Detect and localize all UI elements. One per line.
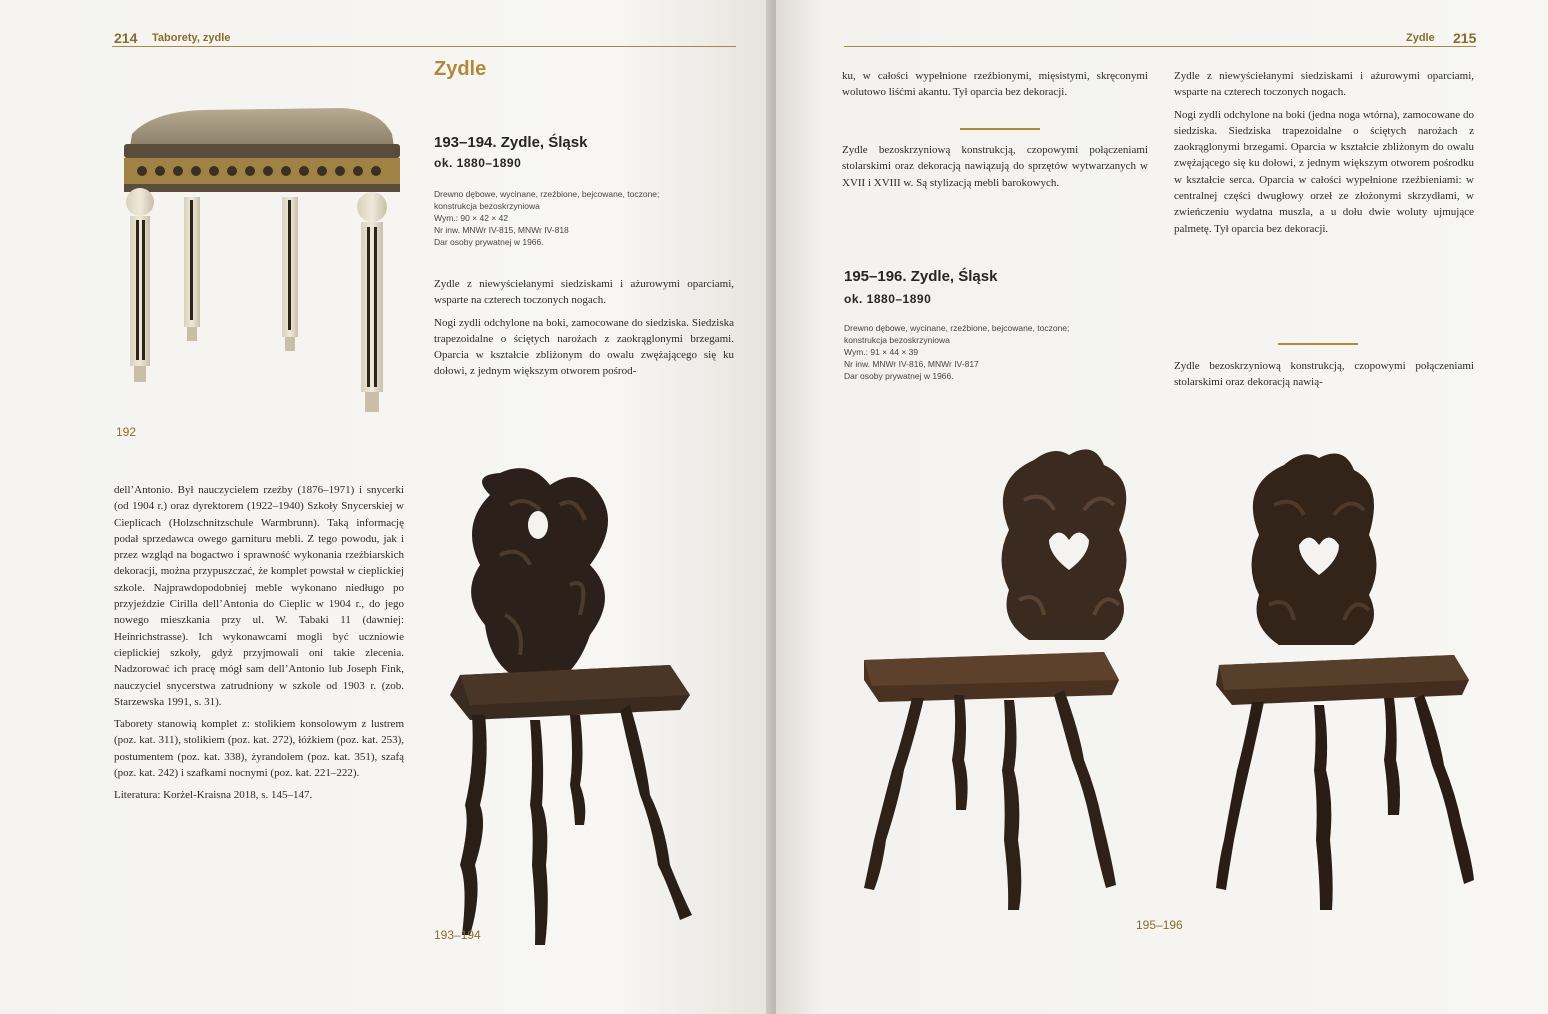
construction-text-2: Zydle bezoskrzyniową konstrukcją, czopowymi połączeniami stolarskimi oraz dekoracją nawią-	[1174, 360, 1474, 389]
entry-text-193: Zydle z niewyściełanymi siedziskami i ażurowymi oparciami, wsparte na czterech toczonych nogach. Nogi zydli odchylone na boki, zamocowane do siedziska. Siedziska trapezoidalne o ściętych narożach z zaokrąglonymi brzegami. Oparcia w kształcie zbliżonym do owalu zwężającego się ku dołowi, z jednym większym otworem pośrod-	[434, 278, 734, 378]
header-rule	[844, 46, 1476, 47]
caption-chairs: 195–196	[1136, 918, 1183, 932]
page-number-right: 215	[1453, 30, 1477, 46]
left-page	[0, 0, 772, 1014]
carved-chair-photo	[430, 465, 720, 955]
running-title-right: Zydle	[1406, 32, 1435, 44]
entry-text-195: Zydle z niewyściełanymi siedziskami i ażurowymi oparciami, wsparte na czterech toczonych nogach. Nogi zydli odchylone na boki (jedna noga wtórna), zamocowane do siedziska. Siedziska trapezoidalne o ściętych narożach z zaokrąglonymi brzegami. Oparcia w kształcie zbliżonym do owalu zwężającego się ku dołowi, z jednym większym otworem pośrodku w kształcie serca. Oparcia w całości wypełnione rzeźbieniami: w centralnej części dwugłowy orzeł ze złożonymi skrzydłami, w zwieńczeniu wydatna muszla, a u dołu dwie woluty ujmujące palmetę. Tył oparcia bez dekoracji.	[1174, 70, 1474, 235]
stool-photo	[112, 72, 407, 432]
caption-stool: 192	[116, 425, 137, 439]
caption-chair: 193–194	[434, 928, 481, 942]
entry-meta-195: Drewno dębowe, wycinane, rzeźbione, bejcowane, toczone; konstrukcja bezoskrzyniowa Wym.: 91 × 44 × 39 Nr inw. MNWr IV-816, MNWr IV-817 Dar osoby prywatnej w 1966.	[844, 323, 1070, 381]
right-page	[776, 0, 1548, 1014]
entry-title-195: 195–196. Zydle, Śląsk	[844, 268, 998, 285]
entry-title-193: 193–194. Zydle, Śląsk	[434, 134, 588, 151]
section-divider	[1278, 343, 1358, 345]
entry-date-195: ok. 1880–1890	[844, 292, 932, 306]
section-divider	[960, 128, 1040, 130]
continued-text-right: ku, w całości wypełnione rzeźbionymi, mięsistymi, skręconymi wolutowo liśćmi akantu. Tył oparcia bez dekoracji.	[842, 70, 1148, 99]
entry-meta-193: Drewno dębowe, wycinane, rzeźbione, bejcowane, toczone; konstrukcja bezoskrzyniowa Wym.: 90 × 42 × 42 Nr inw. MNWr IV-815, MNWr IV-818 Dar osoby prywatnej w 1966.	[434, 189, 660, 247]
header-rule	[112, 46, 736, 47]
running-title-left: Taborety, zydle	[152, 32, 231, 44]
section-title: Zydle	[434, 58, 487, 80]
construction-text: Zydle bezoskrzyniową konstrukcją, czopowymi połączeniami stolarskimi oraz dekoracją nawiązują do sprzętów wytwarzanych w XVII i XVIII w. Są stylizacją mebli barokowych.	[842, 144, 1148, 189]
main-text-left: dell’Antonio. Był nauczycielem rzeźby (1876–1971) i snycerki (od 1904 r.) oraz dyrektorem (1922–1940) Szkoły Snycerskiej w Cieplicach (Holzschnitzschule Warmbrunn). Taką informację podał sprzedawca owego garnituru mebli. Z tego powodu, jak i przez wzgląd na bogactwo i sprawność wykonania rzeźbiarskich dekoracji, można przypuszczać, że komplet powstał w cieplickiej szkole. Najprawdopodobniej meble wykonano niedługo po przyjeździe Cirilla dell’Antonia do Cieplic w 1904 r., do jego nowego mieszkania przy ul. W. Tabaki 11 (dawniej: Heinrichstrasse). Ich wykonawcami mogli być uczniowie cieplickiej szkoły, gdyż przyjmowali oni takie zlecenia. Nadzorować ich pracę mógł sam dell’Antonio lub Joseph Fink, nauczyciel snycerstwa zatrudniony w szkole od 1903 r. (zob. Starzewska 1991, s. 31). Taborety stanowią komplet z: stolikiem konsolowym z lustrem (poz. kat. 311), stolikiem (poz. kat. 272), łóżkiem (poz. kat. 253), postumentem (poz. kat. 338), żyrandolem (poz. kat. 351), szafą (poz. kat. 242) i szafkami nocnymi (poz. kat. 221–222). Literatura: Korżel-Kraisna 2018, s. 145–147.	[114, 484, 404, 802]
heart-chairs-photo	[864, 440, 1484, 920]
entry-date-193: ok. 1880–1890	[434, 156, 522, 170]
page-number-left: 214	[114, 30, 138, 46]
